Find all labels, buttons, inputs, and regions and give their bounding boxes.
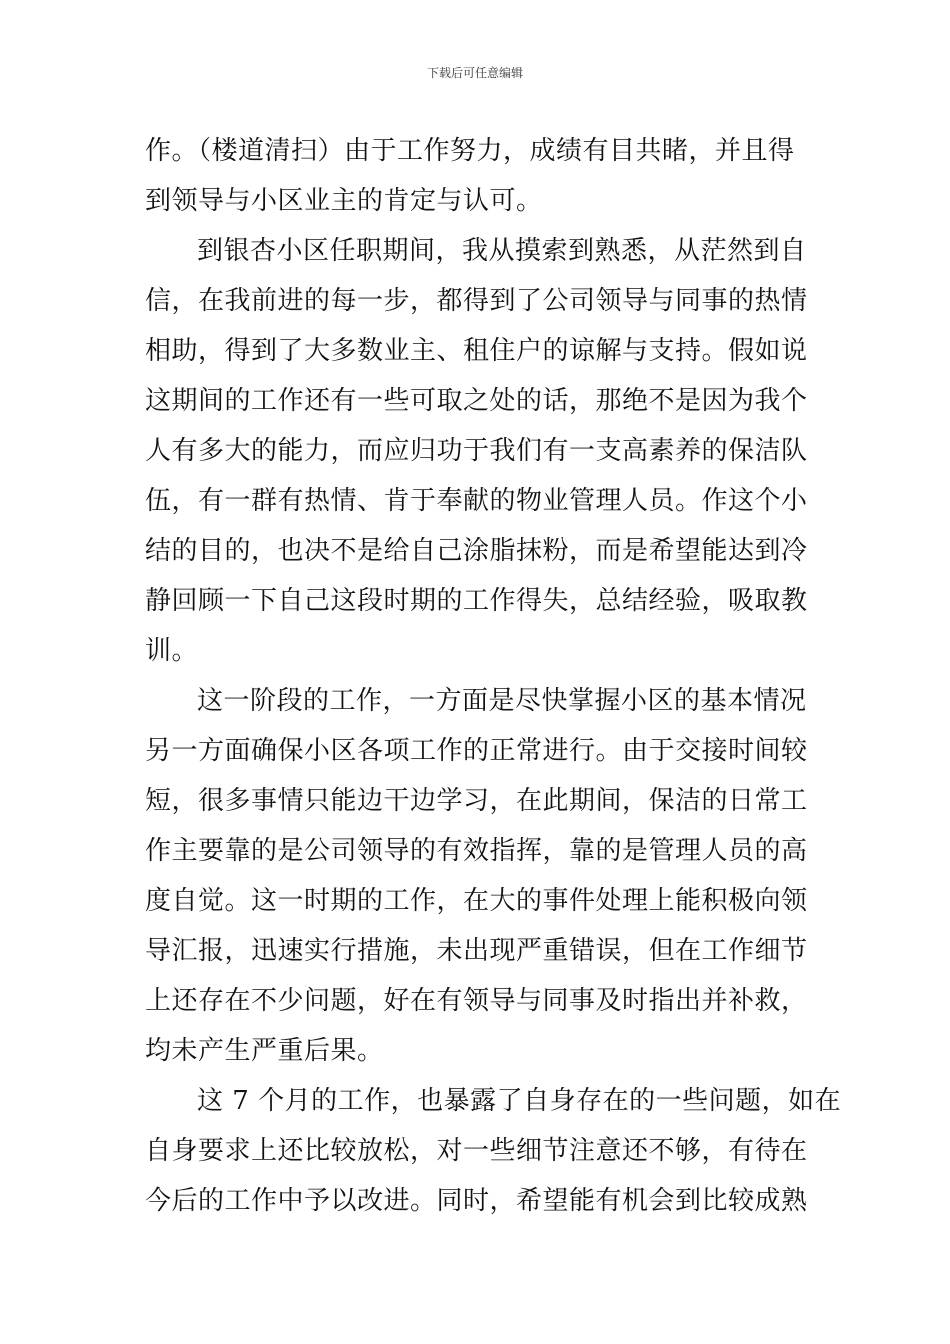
text-line: 自身要求上还比较放松，对一些细节注意还不够，有待在 xyxy=(145,1136,808,1166)
text-line: 相助，得到了大多数业主、租住户的谅解与支持。假如说 xyxy=(145,336,808,366)
text-line: 短，很多事情只能边干边学习，在此期间，保洁的日常工 xyxy=(145,786,808,816)
text-line: 人有多大的能力，而应归功于我们有一支高素养的保洁队 xyxy=(145,436,808,466)
paragraph-4 xyxy=(145,1076,842,1226)
text-line: 静回顾一下自己这段时期的工作得失，总结经验，吸取教 xyxy=(145,586,808,616)
text-line: 到银杏小区任职期间，我从摸索到熟悉，从茫然到自 xyxy=(197,236,807,266)
text-line: 上还存在不少问题，好在有领导与同事及时指出并补救， xyxy=(145,986,808,1016)
text-line: 今后的工作中予以改进。同时，希望能有机会到比较成熟 xyxy=(145,1186,808,1216)
text-line: 伍，有一群有热情、肯于奉献的物业管理人员。作这个小 xyxy=(145,486,808,516)
text-line: 导汇报，迅速实行措施，未出现严重错误，但在工作细节 xyxy=(145,936,808,966)
text-line: 这一阶段的工作，一方面是尽快掌握小区的基本情况 xyxy=(197,686,807,716)
text-line: 到领导与小区业主的肯定与认可。 xyxy=(145,186,543,216)
text-line: 训。 xyxy=(145,636,199,666)
text-line: 作。（楼道清扫）由于工作努力，成绩有目共睹，并且得 xyxy=(145,136,795,166)
text-line: 另一方面确保小区各项工作的正常进行。由于交接时间较 xyxy=(145,736,808,766)
paragraph-2 xyxy=(145,226,825,676)
text-line: 结的目的，也决不是给自己涂脂抹粉，而是希望能达到冷 xyxy=(145,536,808,566)
text-line: 信，在我前进的每一步，都得到了公司领导与同事的热情 xyxy=(145,286,808,316)
text-line: 这 7 个月的工作，也暴露了自身存在的一些问题，如在 xyxy=(197,1086,842,1116)
text-line: 作主要靠的是公司领导的有效指挥，靠的是管理人员的高 xyxy=(145,836,808,866)
paragraph-3 xyxy=(145,676,825,1076)
text-line: 度自觉。这一时期的工作，在大的事件处理上能积极向领 xyxy=(145,886,808,916)
document-body xyxy=(145,126,842,1226)
paragraph-1 xyxy=(145,126,825,226)
text-line: 均未产生严重后果。 xyxy=(145,1036,384,1066)
page-header: 下载后可任意编辑 xyxy=(426,66,523,80)
text-line: 这期间的工作还有一些可取之处的话，那绝不是因为我个 xyxy=(145,386,808,416)
